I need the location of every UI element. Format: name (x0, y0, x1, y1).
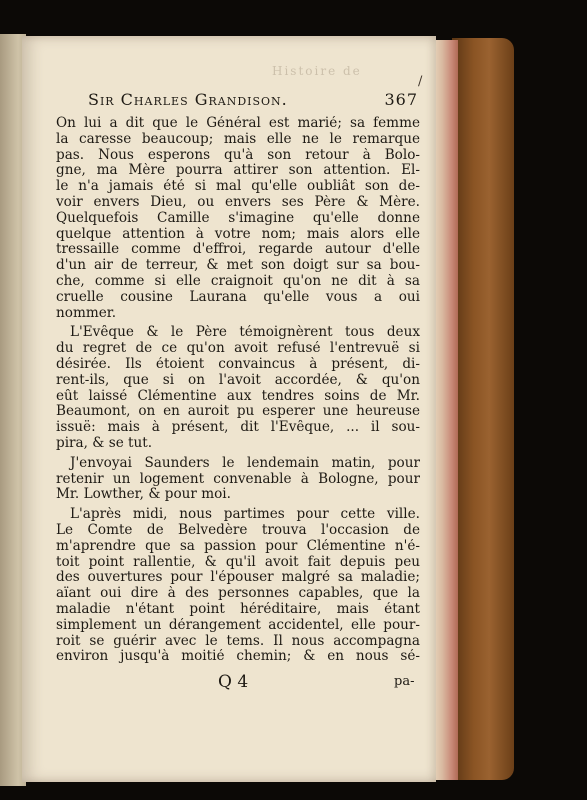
text-line: Beaumont, on en auroit pu esperer une heureuse (56, 404, 420, 420)
show-through-text: Histoire de (272, 64, 362, 78)
text-line: pas. Nous esperons qu'à son retour à Bolo- (56, 147, 420, 163)
text-line: cruelle cousine Laurana qu'elle vous a oui (56, 289, 420, 305)
text-line: du regret de ce qu'on avoit refusé l'entrevuë si (56, 341, 420, 357)
text-line: nommer. (56, 305, 117, 321)
text-line: désirée. Ils étoient convaincus à présent, di- (56, 356, 420, 372)
text-line: environ jusqu'à moitié chemin; & en nous sé- (56, 649, 420, 665)
text-line: che, comme si elle craignoit qu'on ne dit à sa (56, 273, 420, 289)
text-line: le n'a jamais été si mal qu'elle oubliât son de- (56, 179, 420, 195)
page-number: 367 (384, 90, 418, 109)
margin-mark: / (418, 74, 423, 89)
text-line: L'après midi, nous partimes pour cette ville. (70, 507, 420, 523)
text-line: L'Evêque & le Père témoignèrent tous deux (70, 325, 420, 341)
text-line: tressaille comme d'effroi, regarde autour d'elle (56, 242, 420, 258)
catchword: pa- (394, 674, 415, 689)
text-line: toit point rallentie, & qu'il avoit fait depuis peu (56, 554, 420, 570)
text-line: la caresse beaucoup; mais elle ne le remarque (56, 131, 420, 147)
text-line: simplement un dérangement accidentel, elle pour- (56, 617, 420, 633)
text-line: quelque attention à votre nom; mais alors elle (56, 226, 420, 242)
text-line: d'un air de terreur, & met son doigt sur sa bou- (56, 258, 420, 274)
text-line: voir envers Dieu, ou envers ses Père & Mère. (56, 194, 420, 210)
running-title: Sir Charles Grandison. (88, 90, 288, 109)
text-line: J'envoyai Saunders le lendemain matin, pour (70, 455, 420, 471)
text-line: Quelquefois Camille s'imagine qu'elle donne (56, 210, 420, 226)
text-line: gne, ma Mère pourra attirer son attention. El- (56, 163, 420, 179)
signature-mark: Q 4 (218, 672, 249, 692)
body-text (56, 116, 420, 665)
text-line: m'aprendre que sa passion pour Clémentine n'é- (56, 538, 420, 554)
text-line: Mr. Lowther, & pour moi. (56, 487, 231, 503)
text-line: roit se guérir avec le tems. Il nous accompagna (56, 633, 420, 649)
text-line: On lui a dit que le Général est marié; sa femme (56, 116, 420, 131)
text-line: des ouvertures pour l'épouser malgré sa maladie; (56, 570, 420, 586)
text-line: pira, & se tut. (56, 435, 153, 451)
book-binding (452, 38, 514, 780)
text-line: rent-ils, que si on l'avoit accordée, & qu'on (56, 372, 420, 388)
text-line: eût laissé Clémentine aux tendres soins de Mr. (56, 388, 420, 404)
text-line: issuë: mais à présent, dit l'Evêque, ... il sou- (56, 420, 420, 436)
text-line: maladie n'étant point héréditaire, mais étant (56, 601, 420, 617)
running-header (88, 90, 418, 109)
text-line: retenir un logement convenable à Bologne, pour (56, 471, 420, 487)
text-line: aïant oui dire à des personnes capables, que la (56, 586, 420, 602)
book-page (22, 36, 436, 782)
text-line: Le Comte de Belvedère trouva l'occasion de (56, 522, 420, 538)
